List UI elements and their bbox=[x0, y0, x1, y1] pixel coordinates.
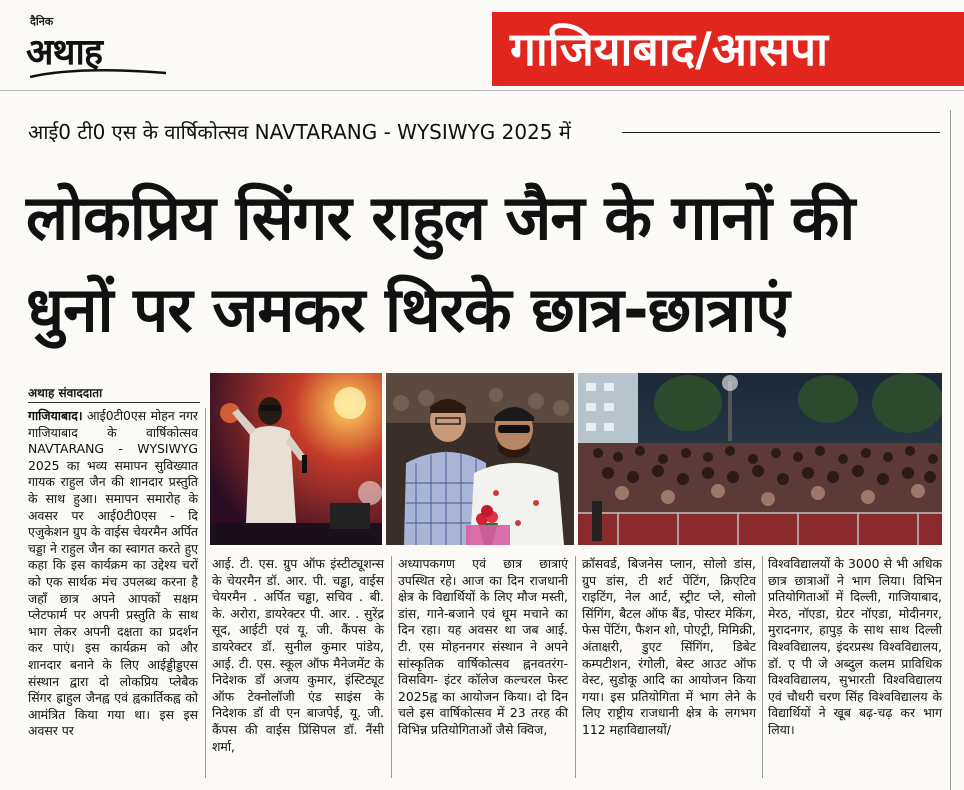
column-divider bbox=[391, 556, 392, 778]
dateline: गाजियाबाद। bbox=[28, 408, 83, 423]
section-banner: गाजियाबाद/आसपा bbox=[492, 12, 964, 86]
column-divider bbox=[762, 556, 763, 778]
newspaper-logo: अथाह bbox=[26, 31, 102, 73]
crowd-at-festival-photo bbox=[578, 373, 942, 545]
column-divider bbox=[205, 408, 206, 778]
article-column-3: अध्यापकगण एवं छात्र छात्राएं उपस्थित रहे। आज का दिन राजधानी क्षेत्र के विद्यार्थियों के लिए मौज मस्ती, डांस, गाने-बजाने एवं धूम मचाने का दिन रहा। यह अवसर था जब आई. टी. एस मोहननगर संस्थान ने अपने सांस्कृतिक वार्षिकोत्सव ह्ननवतरंग-विसविग- इंटर कॉलेज कल्चरल फेस्ट 2025ह्व का आयोजन किया। दो दिन चले इस वार्षिकोत्सव में 23 तरह की विभिन्न प्रतियोगिताओं जैसे क्विज, bbox=[398, 556, 568, 737]
divider bbox=[0, 90, 964, 91]
logo-swoosh-icon bbox=[28, 68, 168, 80]
masthead-small-label: दैनिक bbox=[30, 15, 54, 28]
adjacent-column-edge bbox=[950, 110, 964, 790]
singer-performing-photo bbox=[210, 373, 382, 545]
divider bbox=[622, 132, 940, 133]
singer-with-student-photo bbox=[386, 373, 574, 545]
column-divider bbox=[575, 556, 576, 778]
article-column-2: आई. टी. एस. ग्रुप ऑफ इंस्टीट्यूशन्स के चेयरमैन डॉ. आर. पी. चड्ढा, वाईस चेयरमैन . अर्पित चड्ढा, सचिव . बी. के. अरोरा, डायरेक्टर पी. आर. . सुरेंद्र सूद, आईटी एवं यू. जी. कैंपस के डायरेक्टर डॉ. सुनील कुमार पांडेय, आई. टी. एस. स्कूल ऑफ मैनेजमेंट के निदेशक डॉ अजय कुमार, इंस्टिट्यूट ऑफ टेक्नोलॉजी एंड साइंस के निदेशक डॉ वी एन बाजपेई, यू. जी. कैंपस की वाईस प्रिंसिपल डॉ. नैंसी शर्मा, bbox=[212, 556, 384, 754]
article-column-1 bbox=[28, 408, 198, 740]
byline: अथाह संवाददाता bbox=[28, 386, 103, 400]
article-kicker: आई0 टी0 एस के वार्षिकोत्सव NAVTARANG - WYSIWYG 2025 में bbox=[28, 120, 571, 144]
article-column-4: क्रॉसवर्ड, बिजनेस प्लान, सोलो डांस, ग्रुप डांस, टी शर्ट पेंटिंग, क्रिएटिव राइटिंग, नेल आर्ट, स्ट्रीट प्ले, सोलो सिंगिंग, बैटल ऑफ बैंड, पोस्टर मेकिंग, फेस पेंटिंग, फैशन शो, पोएट्री, मिमिक्री, अंताक्षरी, डुएट सिंगिंग, डिबेट कम्पटीशन, रंगोली, बेस्ट आउट ऑफ वेस्ट, सुडोकू आदि का आयोजन किया गया। इस प्रतियोगिता में भाग लेने के लिए राष्ट्रीय राजधानी क्षेत्र के लगभग 112 महाविद्यालयों/ bbox=[582, 556, 756, 737]
article-text: आई0टी0एस मोहन नगर गाजियाबाद के वार्षिकोत्सव NAVTARANG - WYSIWYG 2025 का भव्य समापन सुविख्यात गायक राहुल जैन की शानदार प्रस्तुति के साथ हुआ। समापन समारोह के अवसर पर आई0टी0एस - दि एजुकेशन ग्रुप के वाईस चेयरमैन अर्पित चड्डा ने राहुल जैन का स्वागत करते हुए कहा कि इस कार्यक्रम का उद्देश्य चरों को एक सार्थक मंच उपलब्ध करना है जहाँ छात्र अपने आपकों सक्षम प्लेटफार्म पर अपनी प्रस्तुति के साथ भाग लेकर अपनी दक्षता का प्रदर्शन कर पाएं। इस कार्यक्रम को और शानदार बनाने के लिए आईड्डीड्डएस संस्थान द्वारा दो लोकप्रिय प्लेबैक सिंगर ह्राहुल जैनह्व एवं ह्वकार्तिकह्व को आमंत्रित किया गया था। इस इस अवसर पर bbox=[28, 408, 198, 739]
divider bbox=[28, 402, 200, 403]
article-column-5: विश्वविद्यालयों के 3000 से भी अधिक छात्र छात्राओं ने भाग लिया। विभिन प्रतियोगिताओं में दिल्ली, गाजियाबाद, मेरठ, नॉएडा, ग्रेटर नॉएडा, मोदीनगर, मुरादनगर, हापुड़ के साथ साथ दिल्ली विश्वविद्यालय, इंदरप्रस्थ विश्वविद्यालय, डॉ. ए पी जे अब्दुल कलम प्राविधिक विश्वविद्यालय, सुभारती विश्वविद्यालय एवं चौधरी चरण सिंह विश्वविद्यालय के विद्यार्थियों ने खूब बढ़-चढ़ कर भाग लिया। bbox=[768, 556, 942, 737]
article-headline: लोकप्रिय सिंगर राहुल जैन के गानों की धुनों पर जमकर थिरके छात्र-छात्राएं bbox=[26, 181, 855, 346]
